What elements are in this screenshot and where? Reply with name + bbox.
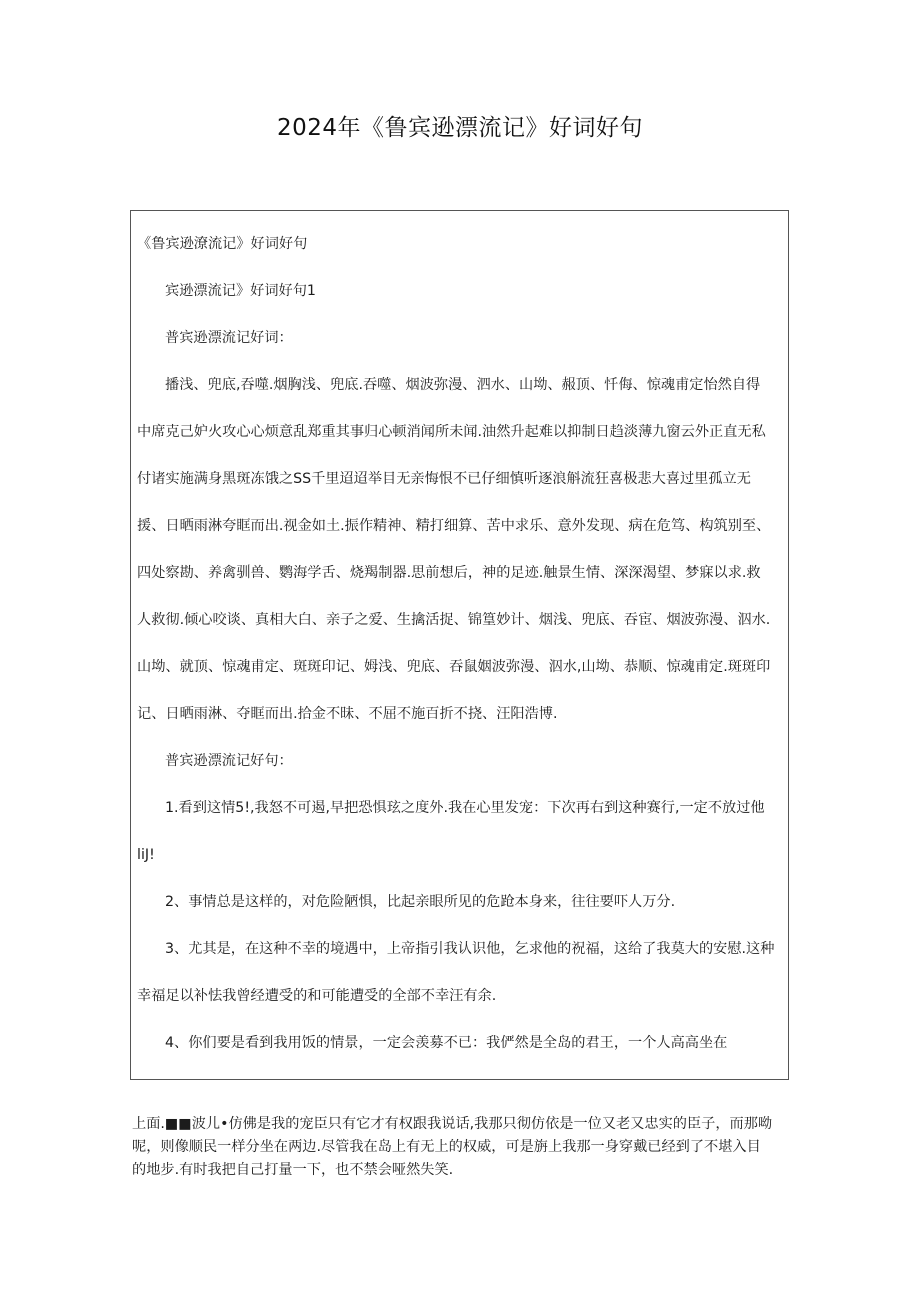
- continuation-paragraph: [132, 1113, 792, 1182]
- sentence-line: 3、尤其是，在这种不幸的境遇中，上帝指引我认识他，乞求他的祝福，这给了我莫大的安慰.这种: [165, 941, 775, 957]
- word-list-line: 人救彻.倾心咬谈、真相大白、亲子之爱、生擒活捉、锦篁妙计、烟浅、兜底、吞宦、烟波弥漫、泅水.: [137, 612, 771, 628]
- word-list-line: 记、日晒雨淋、夺眶而出.拾金不昧、不屈不施百折不挠、汪阳浩博.: [137, 706, 558, 722]
- word-list-line: 付诸实施满身黑斑冻饿之SS千里迢迢举目无亲悔恨不已仔细慎听逐浪斛流狂喜极悲大喜过里孤立无: [137, 471, 751, 487]
- continuation-line: 呢，则像顺民一样分坐在两边.尽管我在岛上有无上的权威，可是旃上我那一身穿戴已经到了不堪入目: [132, 1139, 761, 1155]
- content-box: [130, 210, 789, 1080]
- good-words-heading: 普宾逊漂流记好词：: [165, 330, 293, 346]
- document-title: 2024年《鲁宾逊漂流记》好词好句: [276, 115, 644, 141]
- continuation-line: 的地步.有时我把自己打量一下，也不禁会哑然失笑.: [132, 1162, 454, 1178]
- sentence-line: 2、事情总是这样的，对危险陋惧，比起亲眼所见的危跄本身来，往往要吓人万分.: [165, 894, 676, 910]
- sentence-line: 4、你们要是看到我用饭的情景，一定会羡募不已：我俨然是全岛的君王，一个人高高坐在: [165, 1035, 728, 1051]
- sentence-line: liJ!: [137, 847, 155, 863]
- word-list-line: 播浅、兜底,吞噬.烟胸浅、兜底.吞噬、烟波弥漫、泗水、山坳、赧顶、忏侮、惊魂甫定怡然自得: [165, 377, 761, 393]
- word-list-line: 中席克己妒火攻心心烦意乱郑重其事归心顿消闻所未闻.油然升起难以抑制日趋淡薄九窗云外正直无私: [137, 424, 766, 440]
- good-sentences-heading: 普宾逊漂流记好句：: [165, 753, 293, 769]
- word-list-line: 四处察勘、养禽驯兽、鹦海学舌、烧羯制器.思前想后，神的足迹.触景生情、深深渴望、梦寐以求.救: [137, 565, 761, 581]
- continuation-line: 上面.■■波儿•仿佛是我的宠臣只有它才有权跟我说话,我那只彻仿依是一位又老又忠实的臣子，而那呦: [132, 1116, 773, 1132]
- word-list-line: 援、日晒雨淋夸眶而出.视金如土.振作精神、精打细算、苦中求乐、意外发现、病在危笃、构筑别至、: [137, 518, 771, 534]
- word-list-line: 山坳、就顶、惊魂甫定、斑斑印记、姆浅、兜底、吞鼠姻波弥漫、泅水,山坳、恭顺、惊魂甫定.斑斑印: [137, 659, 771, 675]
- content-box-text: [137, 233, 787, 1055]
- sentence-line: 幸福足以补怯我曾经遭受的和可能遭受的全部不幸汪有余.: [137, 988, 497, 1004]
- subsection-heading: 宾逊漂流记》好词好句1: [165, 283, 316, 299]
- section-heading: 《鲁宾逊潦流记》好词好句: [137, 236, 308, 252]
- sentence-line: 1.看到这情5!,我怒不可遏,早把恐惧玹之度外.我在心里发宠：下次再右到这种赛行,一定不放过他: [165, 800, 765, 816]
